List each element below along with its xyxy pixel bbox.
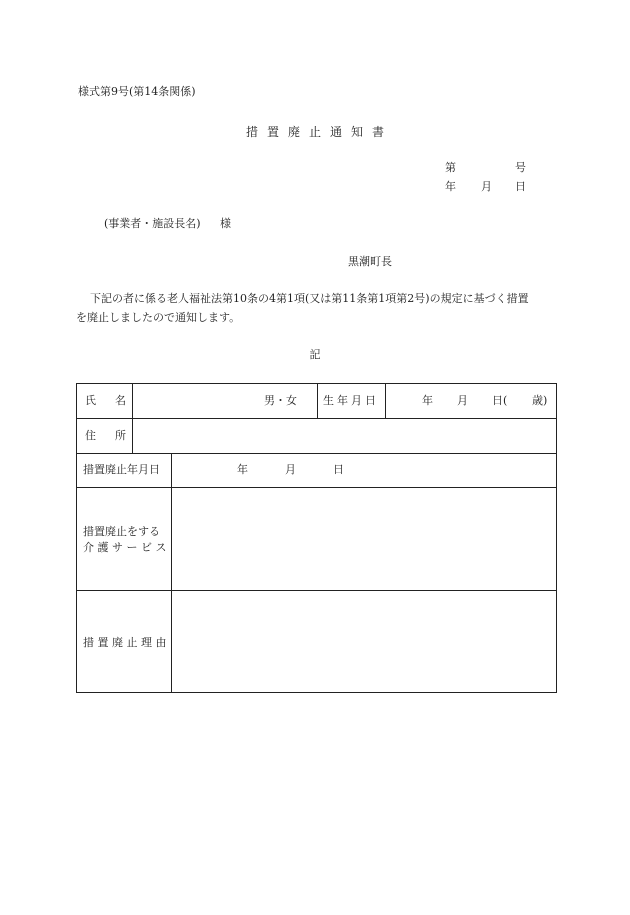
birth-day[interactable]: 日( bbox=[492, 394, 508, 407]
row-divider bbox=[77, 453, 556, 454]
body-text-line-1: 下記の者に係る老人福祉法第10条の4第1項(又は第11条第1項第2号)の規定に基づく措置 bbox=[90, 292, 529, 305]
name-label-1: 氏 bbox=[85, 394, 96, 407]
ki-heading: 記 bbox=[309, 348, 321, 361]
recipient-honorific: 様 bbox=[220, 217, 231, 230]
column-divider bbox=[385, 384, 386, 418]
end-date-month[interactable]: 月 bbox=[285, 463, 296, 476]
recipient-name: (事業者・施設長名) bbox=[104, 217, 201, 230]
issue-date-day: 日 bbox=[515, 180, 526, 193]
end-date-year[interactable]: 年 bbox=[237, 463, 248, 476]
issue-number-prefix: 第 bbox=[445, 161, 456, 174]
address-label-1: 住 bbox=[85, 429, 96, 442]
reason-field[interactable] bbox=[172, 591, 556, 692]
body-text-line-2: を廃止しましたので通知します。 bbox=[76, 311, 241, 324]
document-title: 措置廃止通知書 bbox=[245, 125, 393, 139]
name-label-2: 名 bbox=[115, 394, 126, 407]
birth-year[interactable]: 年 bbox=[422, 394, 433, 407]
record-table bbox=[76, 383, 557, 693]
birth-date-label: 生年月日 bbox=[323, 394, 379, 407]
reason-label: 措置廃止理由 bbox=[83, 636, 170, 649]
column-divider bbox=[317, 384, 318, 418]
end-date-label: 措置廃止年月日 bbox=[83, 463, 160, 476]
form-number: 様式第9号(第14条関係) bbox=[78, 85, 196, 98]
issuer-name: 黒潮町長 bbox=[348, 255, 392, 268]
gender-select[interactable]: 男・女 bbox=[264, 394, 297, 407]
address-label-2: 所 bbox=[115, 429, 126, 442]
birth-age[interactable]: 歳) bbox=[532, 394, 548, 407]
issue-date-year: 年 bbox=[445, 180, 456, 193]
birth-month[interactable]: 月 bbox=[457, 394, 468, 407]
issue-date-month: 月 bbox=[481, 180, 492, 193]
end-date-day[interactable]: 日 bbox=[333, 463, 344, 476]
service-field[interactable] bbox=[172, 488, 556, 590]
issue-number-suffix: 号 bbox=[515, 161, 526, 174]
service-label-1: 措置廃止をする bbox=[83, 525, 160, 538]
service-label-2: 介護サービス bbox=[83, 541, 170, 554]
address-field[interactable] bbox=[133, 419, 556, 453]
